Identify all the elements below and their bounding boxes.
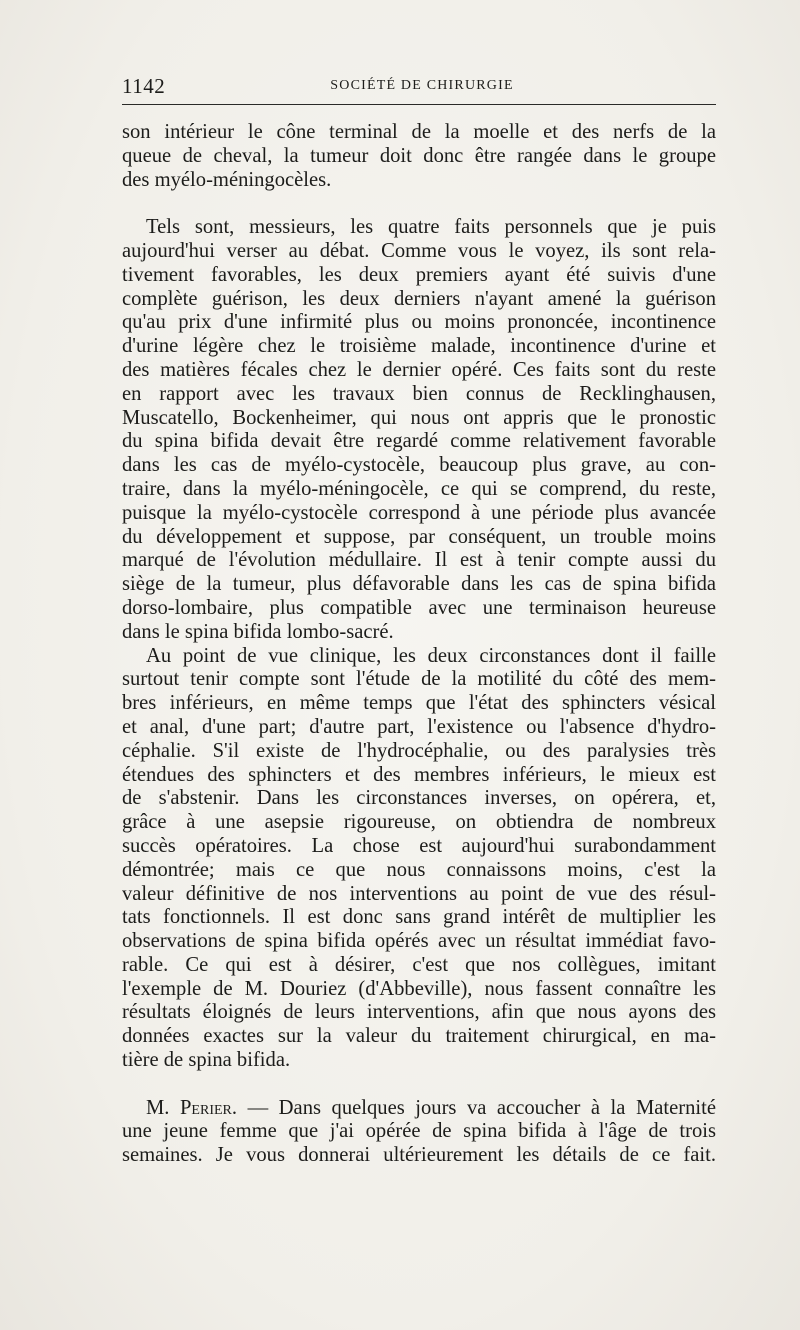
text-line: tats fonctionnels. Il est donc sans grand intérêt de multiplier les [122, 906, 716, 929]
text-line: de s'abstenir. Dans les circonstances inverses, on opérera, et, [122, 787, 716, 810]
text-line: des matières fécales chez le dernier opéré. Ces faits sont du reste [122, 358, 716, 381]
body-text [122, 121, 716, 1168]
text-line: observations de spina bifida opérés avec un résultat immédiat favo- [122, 930, 716, 953]
paragraph-1 [122, 121, 716, 192]
text-line: Au point de vue clinique, les deux circonstances dont il faille [146, 644, 716, 667]
text-line: du développement et suppose, par conséquent, un trouble moins [122, 525, 716, 548]
text-line: céphalie. S'il existe de l'hydrocéphalie, ou des paralysies très [122, 739, 716, 762]
text-line: d'urine légère chez le troisième malade, incontinence d'urine et [122, 335, 716, 358]
text-line: du spina bifida devait être regardé comme relativement favorable [122, 430, 716, 453]
text-line: étendues des sphincters et des membres inférieurs, le mieux est [122, 763, 716, 786]
text-line: démontrée; mais ce que nous connaissons moins, c'est la [122, 858, 716, 881]
text-line: queue de cheval, la tumeur doit donc être rangée dans le groupe [122, 144, 716, 167]
text-line: une jeune femme que j'ai opérée de spina bifida à l'âge de trois [122, 1120, 716, 1143]
text-line: résultats éloignés de leurs interventions, afin que nous ayons des [122, 1001, 716, 1024]
text-line: tivement favorables, les deux premiers ayant été suivis d'une [122, 263, 716, 286]
speaker-name: M. Perier. [146, 1096, 238, 1119]
paragraph-3 [122, 645, 716, 1073]
text-line [122, 1097, 716, 1121]
paragraph-4 [122, 1097, 716, 1168]
text-line: semaines. Je vous donnerai ultérieurement les détails de ce fait. [122, 1144, 716, 1167]
page-number: 1142 [122, 74, 166, 98]
text-line: surtout tenir compte sont l'étude de la motilité du côté des mem- [122, 668, 716, 691]
text-line: traire, dans la myélo-méningocèle, ce qui se comprend, du reste, [122, 477, 716, 500]
text-line: siège de la tumeur, plus défavorable dans les cas de spina bifida [122, 573, 716, 596]
text-line: grâce à une asepsie rigoureuse, on obtiendra de nombreux [122, 811, 716, 834]
text-line: tière de spina bifida. [122, 1049, 291, 1072]
text-line: Muscatello, Bockenheimer, qui nous ont appris que le pronostic [122, 406, 716, 429]
text-line: qu'au prix d'une infirmité plus ou moins prononcée, incontinence [122, 311, 716, 334]
speaker-text: — Dans quelques jours va accoucher à la Maternité [247, 1096, 716, 1119]
running-head: SOCIÉTÉ DE CHIRURGIE [330, 78, 514, 93]
page-header [122, 70, 716, 100]
text-line: des myélo-méningocèles. [122, 168, 332, 191]
paragraph-gap [122, 192, 716, 216]
text-line: dorso-lombaire, plus compatible avec une terminaison heureuse [122, 596, 716, 619]
paragraph-2 [122, 216, 716, 644]
text-line: marqué de l'évolution médullaire. Il est à tenir compte aussi du [122, 549, 716, 572]
paragraph-gap [122, 1073, 716, 1097]
text-line: complète guérison, les deux derniers n'ayant amené la guérison [122, 287, 716, 310]
text-line: succès opératoires. La chose est aujourd'hui surabondamment [122, 834, 716, 857]
text-line: valeur définitive de nos interventions au point de vue des résul- [122, 882, 716, 905]
text-line: son intérieur le cône terminal de la moelle et des nerfs de la [122, 121, 716, 143]
text-line: rable. Ce qui est à désirer, c'est que nos collègues, imitant [122, 953, 716, 976]
text-line: et anal, d'une part; d'autre part, l'existence ou l'absence d'hydro- [122, 715, 716, 738]
text-line: bres inférieurs, en même temps que l'état des sphincters vésical [122, 692, 716, 715]
text-line: en rapport avec les travaux bien connus de Recklinghausen, [122, 382, 716, 405]
text-line: aujourd'hui verser au débat. Comme vous le voyez, ils sont rela- [122, 239, 716, 262]
text-line: l'exemple de M. Douriez (d'Abbeville), nous fassent connaître les [122, 977, 716, 1000]
text-line: données exactes sur la valeur du traitement chirurgical, en ma- [122, 1025, 716, 1048]
text-line: dans les cas de myélo-cystocèle, beaucoup plus grave, au con- [122, 454, 716, 477]
text-line: dans le spina bifida lombo-sacré. [122, 620, 394, 643]
header-rule [122, 104, 716, 105]
text-line: Tels sont, messieurs, les quatre faits personnels que je puis [146, 216, 716, 239]
text-line: puisque la myélo-cystocèle correspond à une période plus avancée [122, 501, 716, 524]
